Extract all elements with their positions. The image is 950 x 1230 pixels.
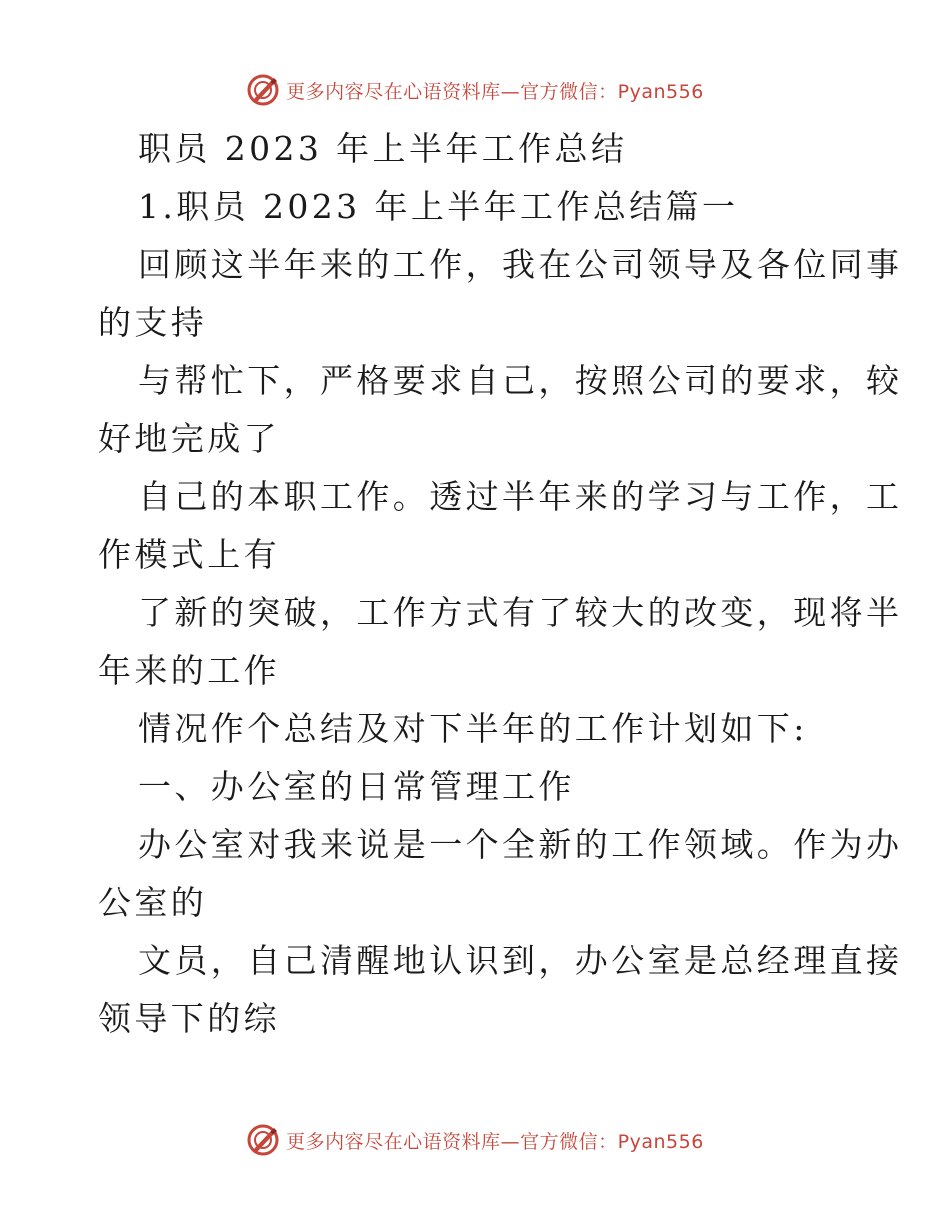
paragraph-1: [98, 236, 903, 352]
paragraph-line: 年来的工作: [98, 651, 280, 690]
section-heading: 一、办公室的日常管理工作: [138, 767, 575, 806]
paragraph-line: 文员，自己清醒地认识到，办公室是总经理直接: [138, 941, 903, 980]
seal-pen-logo-icon: [246, 1123, 280, 1157]
watermark-text: 更多内容尽在心语资料库—官方微信：Pyan556: [286, 1130, 704, 1153]
paragraph-line: 的支持: [98, 303, 208, 342]
paragraph-2: [98, 352, 903, 468]
paragraph-4: [98, 584, 903, 700]
paragraph-3: [98, 468, 903, 584]
paragraph-5: [98, 816, 903, 932]
paragraph-line: 回顾这半年来的工作，我在公司领导及各位同事: [138, 245, 903, 284]
plan-line: 情况作个总结及对下半年的工作计划如下:: [138, 709, 808, 748]
paragraph-line: 了新的突破，工作方式有了较大的改变，现将半: [138, 593, 903, 632]
paragraph-line: 办公室对我来说是一个全新的工作领域。作为办: [138, 825, 903, 864]
paragraph-line: 作模式上有: [98, 535, 280, 574]
paragraph-line: 与帮忙下，严格要求自己，按照公司的要求，较: [138, 361, 903, 400]
header-watermark: [0, 70, 950, 110]
paragraph-line: 公室的: [98, 883, 208, 922]
document-body: [98, 120, 903, 1048]
watermark-text: 更多内容尽在心语资料库—官方微信：Pyan556: [286, 80, 704, 103]
seal-pen-logo-icon: [246, 73, 280, 107]
paragraph-line: 自己的本职工作。透过半年来的学习与工作，工: [138, 477, 903, 516]
document-subtitle: 1.职员 2023 年上半年工作总结篇一: [138, 187, 739, 226]
paragraph-line: 领导下的综: [98, 999, 280, 1038]
document-title: 职员 2023 年上半年工作总结: [138, 129, 628, 168]
paragraph-6: [98, 932, 903, 1048]
footer-watermark: [0, 1120, 950, 1160]
paragraph-line: 好地完成了: [98, 419, 280, 458]
